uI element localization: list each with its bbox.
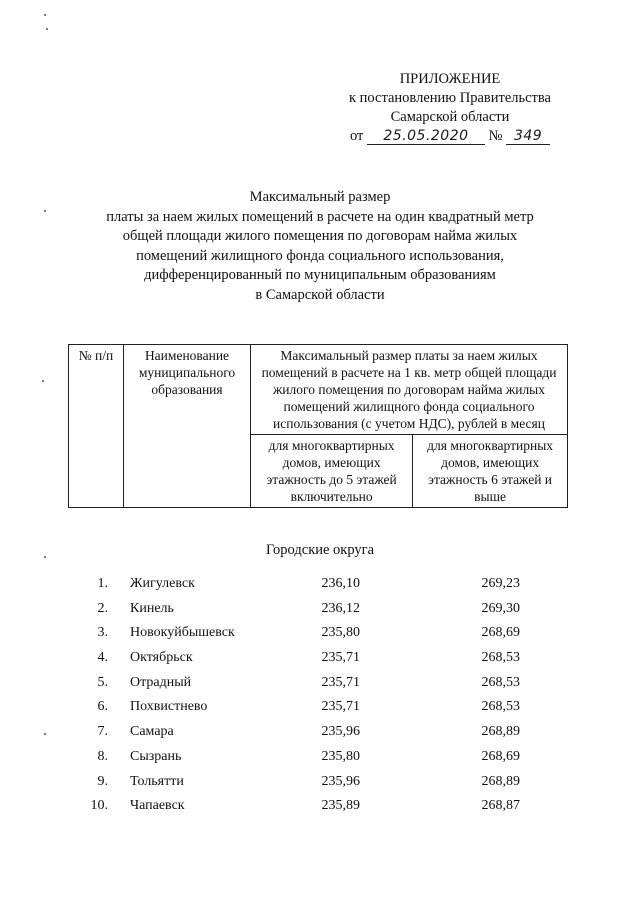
header-subcell-6-floors-and-above: для многоквартирных домов, имеющих этажность 6 этажей и выше — [413, 435, 568, 508]
rate-6-floors-and-above: 268,53 — [481, 674, 520, 690]
table-row — [0, 646, 640, 671]
appendix-heading: ПРИЛОЖЕНИЕ — [399, 71, 501, 87]
rate-up-to-5-floors: 235,96 — [321, 724, 360, 740]
rate-up-to-5-floors: 235,80 — [321, 625, 360, 641]
row-number: 1. — [97, 576, 108, 591]
municipality-name: Сызрань — [130, 748, 182, 764]
header-cell-number: № п/п — [69, 345, 124, 508]
rate-6-floors-and-above: 268,69 — [481, 748, 520, 764]
table-row — [0, 572, 640, 597]
row-number: 6. — [97, 699, 108, 715]
municipality-name: Похвистнево — [130, 699, 208, 715]
rate-6-floors-and-above: 268,53 — [481, 699, 520, 715]
rate-up-to-5-floors: 236,12 — [321, 600, 360, 616]
title-line: платы за наем жилых помещений в расчете на один квадратный метр — [106, 208, 534, 225]
municipality-name: Новокуйбышевск — [130, 625, 235, 641]
table-row — [0, 720, 640, 745]
municipality-name: Тольятти — [130, 773, 184, 789]
header-cell-max-rate: Максимальный размер платы за наем жилых помещений в расчете на 1 кв. метр общей площади жилого помещения по договорам найма жилых помещений жилищного фонда социального использования (с учетом НДС), рублей в месяц — [251, 345, 568, 435]
rates-table-header — [68, 344, 568, 508]
rate-up-to-5-floors: 235,89 — [321, 798, 360, 814]
title-line: помещений жилищного фонда социального использования, — [136, 247, 504, 264]
table-row — [0, 794, 640, 819]
rate-6-floors-and-above: 269,30 — [481, 600, 520, 616]
rate-up-to-5-floors: 235,96 — [321, 773, 360, 789]
table-row — [0, 770, 640, 795]
rates-list — [0, 572, 640, 819]
rate-up-to-5-floors: 236,10 — [321, 576, 360, 591]
title-line: дифференцированный по муниципальным образованиям — [144, 267, 496, 283]
rate-up-to-5-floors: 235,71 — [321, 699, 360, 715]
municipality-name: Чапаевск — [130, 798, 185, 814]
row-number: 10. — [90, 798, 108, 814]
rate-6-floors-and-above: 268,89 — [481, 773, 520, 789]
municipality-name: Октябрьск — [130, 650, 193, 666]
section-title: Городские округа — [265, 542, 375, 558]
date-prefix: от — [349, 128, 364, 144]
rate-up-to-5-floors: 235,71 — [321, 650, 360, 666]
table-row — [0, 621, 640, 646]
rate-6-floors-and-above: 268,89 — [481, 724, 520, 740]
row-number: 4. — [97, 650, 108, 666]
municipality-name: Самара — [130, 724, 174, 740]
row-number: 8. — [97, 748, 108, 764]
row-number: 7. — [97, 724, 108, 740]
scan-speck — [42, 380, 44, 382]
header-cell-municipality: Наименование муниципального образования — [124, 345, 251, 508]
municipality-name: Кинель — [130, 600, 174, 616]
rate-6-floors-and-above: 268,53 — [481, 650, 520, 666]
rate-6-floors-and-above: 268,69 — [481, 625, 520, 641]
appendix-line-2: Самарской области — [390, 109, 510, 125]
document-title — [60, 188, 580, 305]
row-number: 2. — [97, 600, 108, 616]
header-subcell-up-to-5-floors: для многоквартирных домов, имеющих этажность до 5 этажей включительно — [251, 435, 413, 508]
title-line: Максимальный размер — [249, 189, 391, 205]
title-line: общей площади жилого помещения по договорам найма жилых — [122, 228, 518, 244]
scan-speck — [46, 28, 48, 30]
appendix-block — [330, 70, 570, 146]
rate-up-to-5-floors: 235,71 — [321, 674, 360, 690]
table-row — [0, 695, 640, 720]
row-number: 3. — [97, 625, 108, 641]
rate-up-to-5-floors: 235,80 — [321, 748, 360, 764]
scan-speck — [44, 210, 46, 212]
appendix-line-1: к постановлению Правительства — [349, 90, 551, 106]
decree-date-handwritten: 25.05.2020 — [367, 129, 485, 145]
table-row — [0, 745, 640, 770]
municipality-name: Жигулевск — [130, 576, 195, 591]
municipality-name: Отрадный — [130, 674, 192, 690]
rate-6-floors-and-above: 269,23 — [481, 576, 520, 591]
decree-date-line — [330, 127, 570, 146]
row-number: 9. — [97, 773, 108, 789]
row-number: 5. — [97, 674, 108, 690]
number-prefix: № — [488, 128, 503, 144]
rate-6-floors-and-above: 268,87 — [481, 798, 520, 814]
title-line: в Самарской области — [255, 286, 385, 303]
decree-number-handwritten: 349 — [506, 129, 550, 145]
table-row — [0, 597, 640, 622]
table-row — [0, 671, 640, 696]
scan-speck — [44, 14, 46, 16]
